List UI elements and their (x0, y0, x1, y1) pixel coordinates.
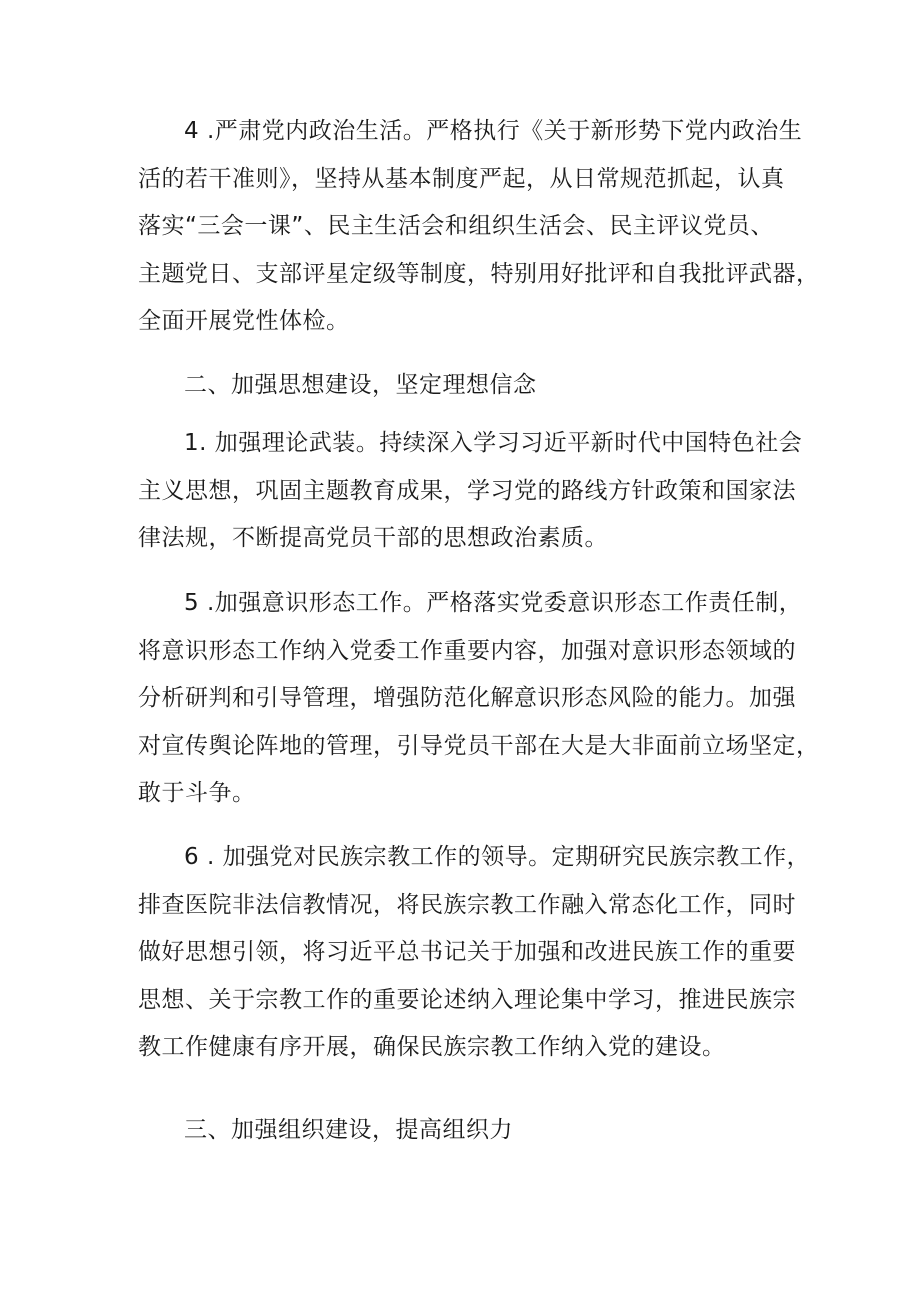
paragraph-line: 排查医院非法信教情况，将民族宗教工作融入常态化工作，同时 (138, 891, 796, 918)
paragraph-line: 主题党日、支部评星定级等制度，特别用好批评和自我批评武器， (138, 260, 820, 287)
paragraph-line: 落实“三会一课”、民主生活会和组织生活会、民主评议党员、 (138, 213, 774, 239)
paragraph-line: 对宣传舆论阵地的管理，引导党员干部在大是大非面前立场坚定， (138, 732, 820, 759)
paragraph-5 (138, 580, 820, 818)
paragraph-1 (138, 420, 803, 563)
paragraph-line: 做好思想引领，将习近平总书记关于加强和改进民族工作的重要 (138, 939, 796, 965)
paragraph-6 (138, 834, 811, 1072)
section-heading-2: 二、加强思想建设，坚定理想信念 (184, 372, 537, 398)
paragraph-line: 1. 加强理论武装。持续深入学习习近平新时代中国特色社会 (184, 430, 803, 456)
paragraph-line: 活的若干准则》，坚持从基本制度严起，从日常规范抓起，认真 (138, 165, 785, 192)
paragraph-line: 思想、关于宗教工作的重要论述纳入理论集中学习，推进民族宗 (138, 986, 796, 1013)
paragraph-4 (138, 108, 820, 346)
paragraph-line: 敢于斗争。 (138, 780, 256, 806)
paragraph-line: 将意识形态工作纳入党委工作重要内容，加强对意识形态领域的 (138, 637, 796, 664)
paragraph-line: 律法规，不断提高党员干部的思想政治素质。 (138, 525, 608, 551)
paragraph-line: 5 .加强意识形态工作。严格落实党委意识形态工作责任制， (184, 590, 803, 616)
paragraph-line: 6 . 加强党对民族宗教工作的领导。定期研究民族宗教工作， (184, 844, 811, 870)
paragraph-line: 主义思想，巩固主题教育成果，学习党的路线方针政策和国家法 (138, 477, 796, 504)
paragraph-line: 分析研判和引导管理，增强防范化解意识形态风险的能力。加强 (138, 685, 796, 711)
paragraph-line: 4 .严肃党内政治生活。严格执行《关于新形势下党内政治生 (184, 118, 803, 144)
paragraph-line: 教工作健康有序开展，确保民族宗教工作纳入党的建设。 (138, 1034, 726, 1060)
section-heading-3: 三、加强组织建设，提高组织力 (184, 1117, 513, 1143)
paragraph-line: 全面开展党性体检。 (138, 308, 350, 334)
